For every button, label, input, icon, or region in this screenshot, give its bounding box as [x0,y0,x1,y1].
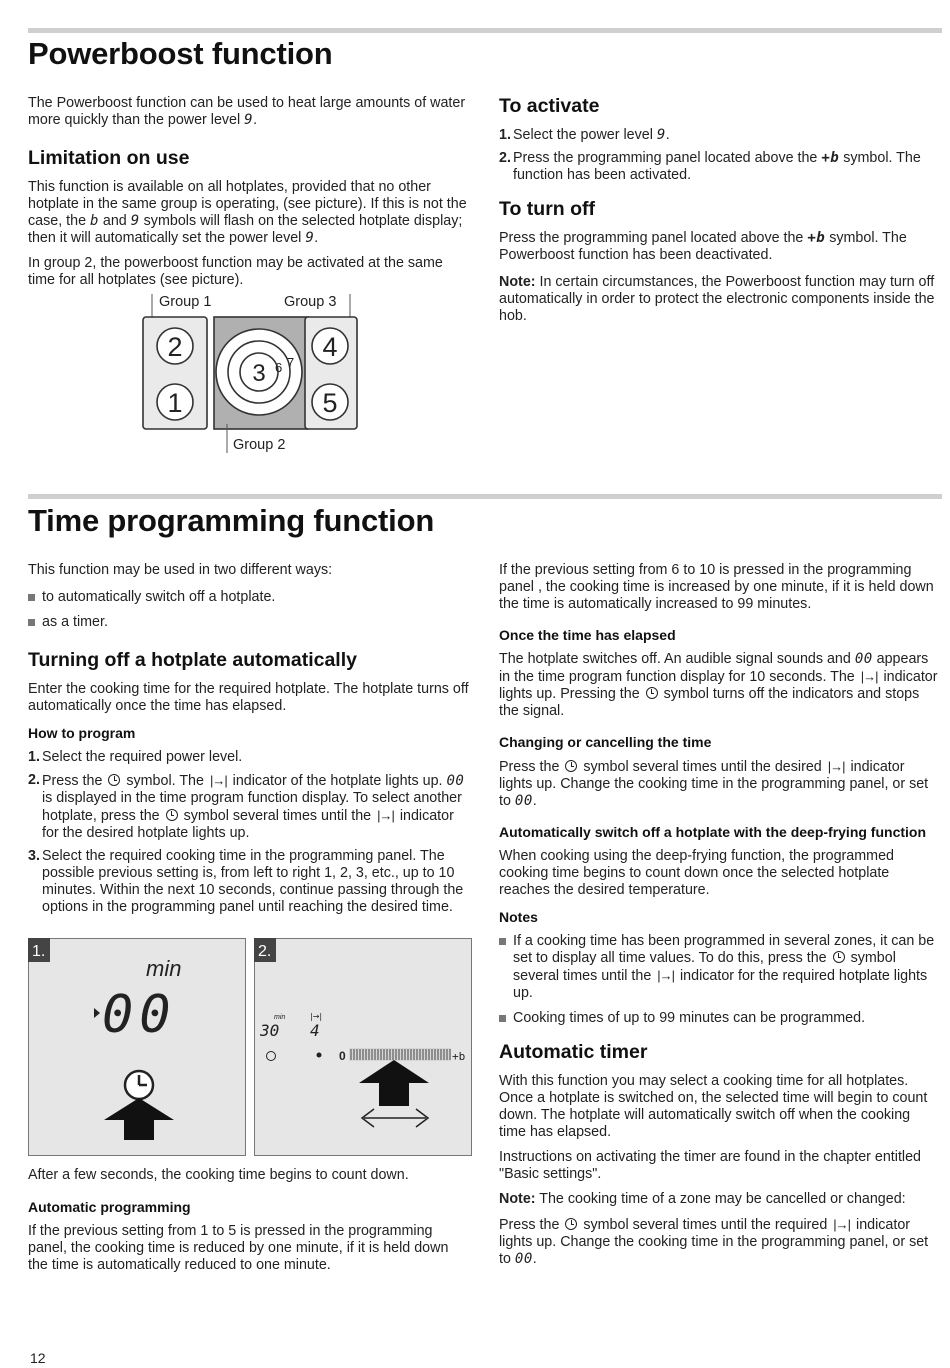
scale-zero-label: 0 [339,1049,346,1063]
changing-paragraph: Press the symbol several times until the desired |→| indicator lights up. Change the cooking time in the programming panel, or set to 00. [499,759,929,809]
powerboost-intro: The Powerboost function can be used to heat large amounts of water more quickly than the power level 9. [28,95,466,128]
elapsed-heading: Once the time has elapsed [499,627,676,643]
powerboost-right-column [499,95,941,333]
clock-icon [108,774,120,786]
auto-programming-continued: If the previous setting from 6 to 10 is pressed in the programming panel , the cooking time is increased by one minute, if it is held down the time is automatically increased to 99 minutes. [499,562,934,612]
program-step-3: 3. Select the required cooking time in the programming panel. The possible previous setting is, from left to right 1, 2, 3, etc., up to 10 minutes. Within the next 10 seconds, continue passing through the options in the programming panel until reaching the desired time. [28,848,464,915]
turnoff-heading: To turn off [499,198,596,220]
deepfry-heading: Automatically switch off a hotplate with the deep-frying function [499,824,927,840]
programming-slider[interactable] [349,1048,451,1061]
clock-icon [646,687,658,699]
deepfry-paragraph: When cooking using the deep-frying function, the programmed cooking time begins to count down once the selected hotplate reaches the desired temperature. [499,848,894,898]
timer-indicator-icon: |→| [833,1217,851,1232]
zone-3-sup-7: 7 [287,355,295,370]
list-item: Cooking times of up to 99 minutes can be programmed. [499,1010,941,1027]
page-number: 12 [30,1350,46,1366]
list-item: to automatically switch off a hotplate. [28,589,470,606]
big-time-display: 00 [102,985,177,1045]
min-label: min [146,956,182,981]
figure-1-tag-label: 1. [32,943,46,960]
programming-slider-track[interactable] [349,1048,451,1061]
timeprog-uses [28,589,470,631]
list-item: If a cooking time has been programmed in several zones, it can be set to display all time values. To do this, press the symbol several times until the |→| indicator for the required hotplate lights up. [499,933,941,1002]
activate-steps [499,127,941,184]
clock-icon [166,809,178,821]
program-steps [28,749,470,916]
auto-programming-heading: Automatic programming [28,1199,191,1215]
group2-label: Group 2 [233,437,286,453]
figure-2-display [254,938,472,1156]
clock-icon [565,1218,577,1230]
group3-label: Group 3 [284,294,337,310]
timeprog-intro: This function may be used in two different ways: [28,562,333,578]
group2-paragraph: In group 2, the powerboost function may be activated at the same time for all hotplates (see picture). [28,255,443,288]
powerboost-left-column [28,95,470,297]
zone-3-sup-6: 6 [275,360,283,375]
small-timer-indicator-icon: |→| [310,1012,323,1021]
powerboost-note: Note: In certain circumstances, the Powerboost function may turn off automatically in order to protect the electronic components inside the hob. [499,274,935,324]
limitation-heading: Limitation on use [28,147,190,169]
activate-step-2: 2. Press the programming panel located above the +b symbol. The function has been activated. [499,150,921,183]
scale-plus-label: +b [452,1050,466,1063]
timer-indicator-icon: |→| [827,759,845,774]
figure-1-display [28,938,246,1156]
auto-programming-paragraph: If the previous setting from 1 to 5 is pressed in the programming panel, the cooking time is reduced by one minute, if it is held down the time is automatically reduced to one minute. [28,1223,449,1273]
program-step-1: 1. Select the required power level. [28,749,243,765]
automatic-timer-note: Note: The cooking time of a zone may be cancelled or changed: [499,1191,906,1207]
timer-indicator-icon: |→| [860,669,878,684]
changing-heading: Changing or cancelling the time [499,734,712,750]
indicator-dot-icon [317,1053,322,1058]
clock-icon [833,951,845,963]
activate-step-1: 1. Select the power level 9. [499,127,670,143]
timeprog-right-column [499,562,941,1276]
timeprog-left-column [28,562,470,924]
notes-heading: Notes [499,909,538,925]
section-rule [28,494,942,499]
limitation-paragraph: This function is available on all hotplates, provided that no other hotplate in the same group is operating, (see picture). If this is not the case, the b and 9 symbols will flash on the selected hotplate display; then it will automatically set the power level 9. [28,179,467,246]
how-to-program-heading: How to program [28,725,136,741]
list-item: as a timer. [28,614,470,631]
clock-icon [565,760,577,772]
countdown-caption: After a few seconds, the cooking time begins to count down. [28,1167,409,1183]
automatic-timer-heading: Automatic timer [499,1041,648,1063]
auto-programming-block [28,1199,470,1282]
automatic-timer-paragraph-3: Press the symbol several times until the required |→| indicator lights up. Change the cooking time in the programming panel, or set to 00. [499,1217,929,1267]
hob-group-diagram [138,290,368,460]
small-time-display: 30 [260,1021,280,1040]
small-min-label: min [274,1014,286,1021]
zone-2-label: 2 [167,332,183,362]
zone-5-label: 5 [322,388,338,418]
timeprog-title: Time programming function [28,503,435,538]
timer-indicator-icon: |→| [209,773,227,788]
program-step-2: 2. Press the symbol. The |→| indicator of the hotplate lights up. 00 is displayed in the time program function display. To select another hotplate, press the symbol several times until the |→| indicator for the desired hotplate lights up. [28,772,465,841]
notes-list [499,933,941,1027]
automatic-timer-paragraph-2: Instructions on activating the timer are found in the chapter entitled "Basic settings". [499,1149,922,1182]
turning-off-paragraph: Enter the cooking time for the required hotplate. The hotplate turns off automatically once the time has elapsed. [28,681,469,714]
figure-2-frame [255,939,472,1156]
elapsed-paragraph: The hotplate switches off. An audible signal sounds and 00 appears in the time program function display for 10 seconds. The |→| indicator lights up. Pressing the symbol turns off the indicators and stops the signal. [499,651,938,719]
turnoff-paragraph: Press the programming panel located above the +b symbol. The Powerboost function has been deactivated. [499,230,907,263]
timer-indicator-icon: |→| [377,808,394,823]
turning-off-heading: Turning off a hotplate automatically [28,649,357,671]
zone-4-label: 4 [322,332,338,362]
timer-indicator-icon: |→| [657,968,675,983]
automatic-timer-paragraph-1: With this function you may select a cooking time for all hotplates. Once a hotplate is switched on, the selected time will begin to count down. The hotplate will automatically switch off when the cooking time has elapsed. [499,1073,928,1140]
activate-heading: To activate [499,95,600,117]
small-level-display: 4 [310,1021,320,1040]
powerboost-title: Powerboost function [28,36,333,71]
section-rule [28,28,942,33]
zone-1-label: 1 [167,388,183,418]
figure-2-tag-label: 2. [258,943,272,960]
group1-label: Group 1 [159,294,212,310]
zone-3-label: 3 [252,360,266,387]
